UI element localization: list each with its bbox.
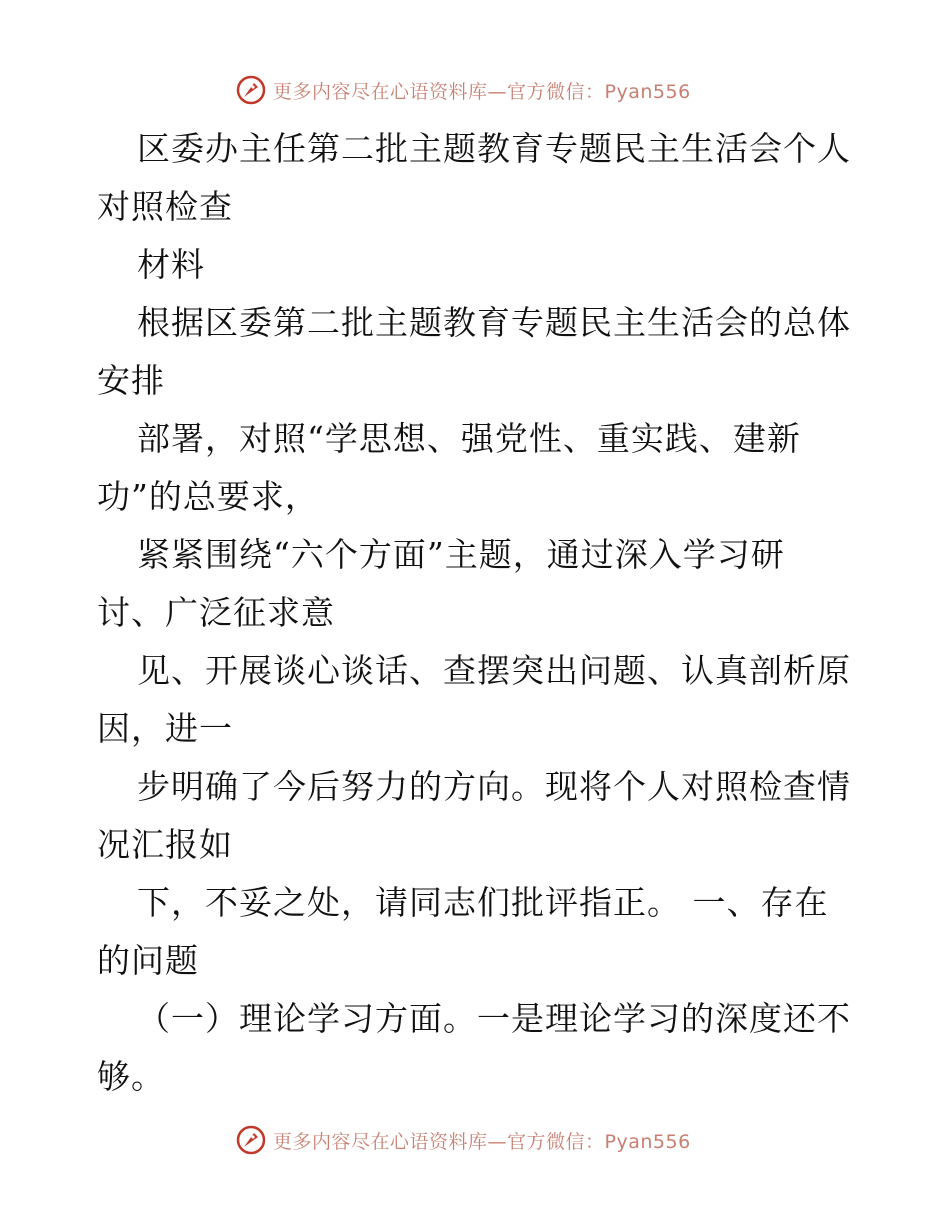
watermark-footer bbox=[235, 1122, 691, 1158]
text-line: （一）理论学习方面。一是理论学习的深度还不 bbox=[137, 999, 851, 1038]
text-line: 材料 bbox=[137, 245, 205, 284]
text-line: 见、开展谈心谈话、查摆突出问题、认真剖析原 bbox=[137, 651, 851, 690]
text-line: 的问题 bbox=[97, 941, 199, 980]
text-line: 步明确了今后努力的方向。现将个人对照检查情 bbox=[137, 767, 851, 806]
text-line: 紧紧围绕“六个方面”主题，通过深入学习研 bbox=[137, 535, 785, 574]
pen-nib-logo-icon bbox=[235, 74, 267, 106]
text-line: 功”的总要求， bbox=[97, 477, 319, 516]
text-line: 因，进一 bbox=[97, 709, 233, 748]
document-body bbox=[97, 120, 877, 1106]
text-line: 够。 bbox=[97, 1057, 165, 1096]
text-line: 区委办主任第二批主题教育专题民主生活会个人 bbox=[137, 129, 851, 168]
text-line: 根据区委第二批主题教育专题民主生活会的总体 bbox=[137, 303, 851, 342]
pen-nib-logo-icon bbox=[235, 1124, 267, 1156]
watermark-text: 更多内容尽在心语资料库—官方微信：Pyan556 bbox=[273, 1130, 691, 1153]
text-line: 部署，对照“学思想、强党性、重实践、建新 bbox=[137, 419, 801, 458]
text-line: 讨、广泛征求意 bbox=[97, 593, 335, 632]
text-line: 对照检查 bbox=[97, 187, 233, 226]
watermark-text: 更多内容尽在心语资料库—官方微信：Pyan556 bbox=[273, 80, 691, 103]
text-line: 下，不妥之处，请同志们批评指正。 一、存在 bbox=[137, 883, 829, 922]
text-line: 况汇报如 bbox=[97, 825, 233, 864]
watermark-header bbox=[235, 72, 691, 108]
text-line: 安排 bbox=[97, 361, 165, 400]
